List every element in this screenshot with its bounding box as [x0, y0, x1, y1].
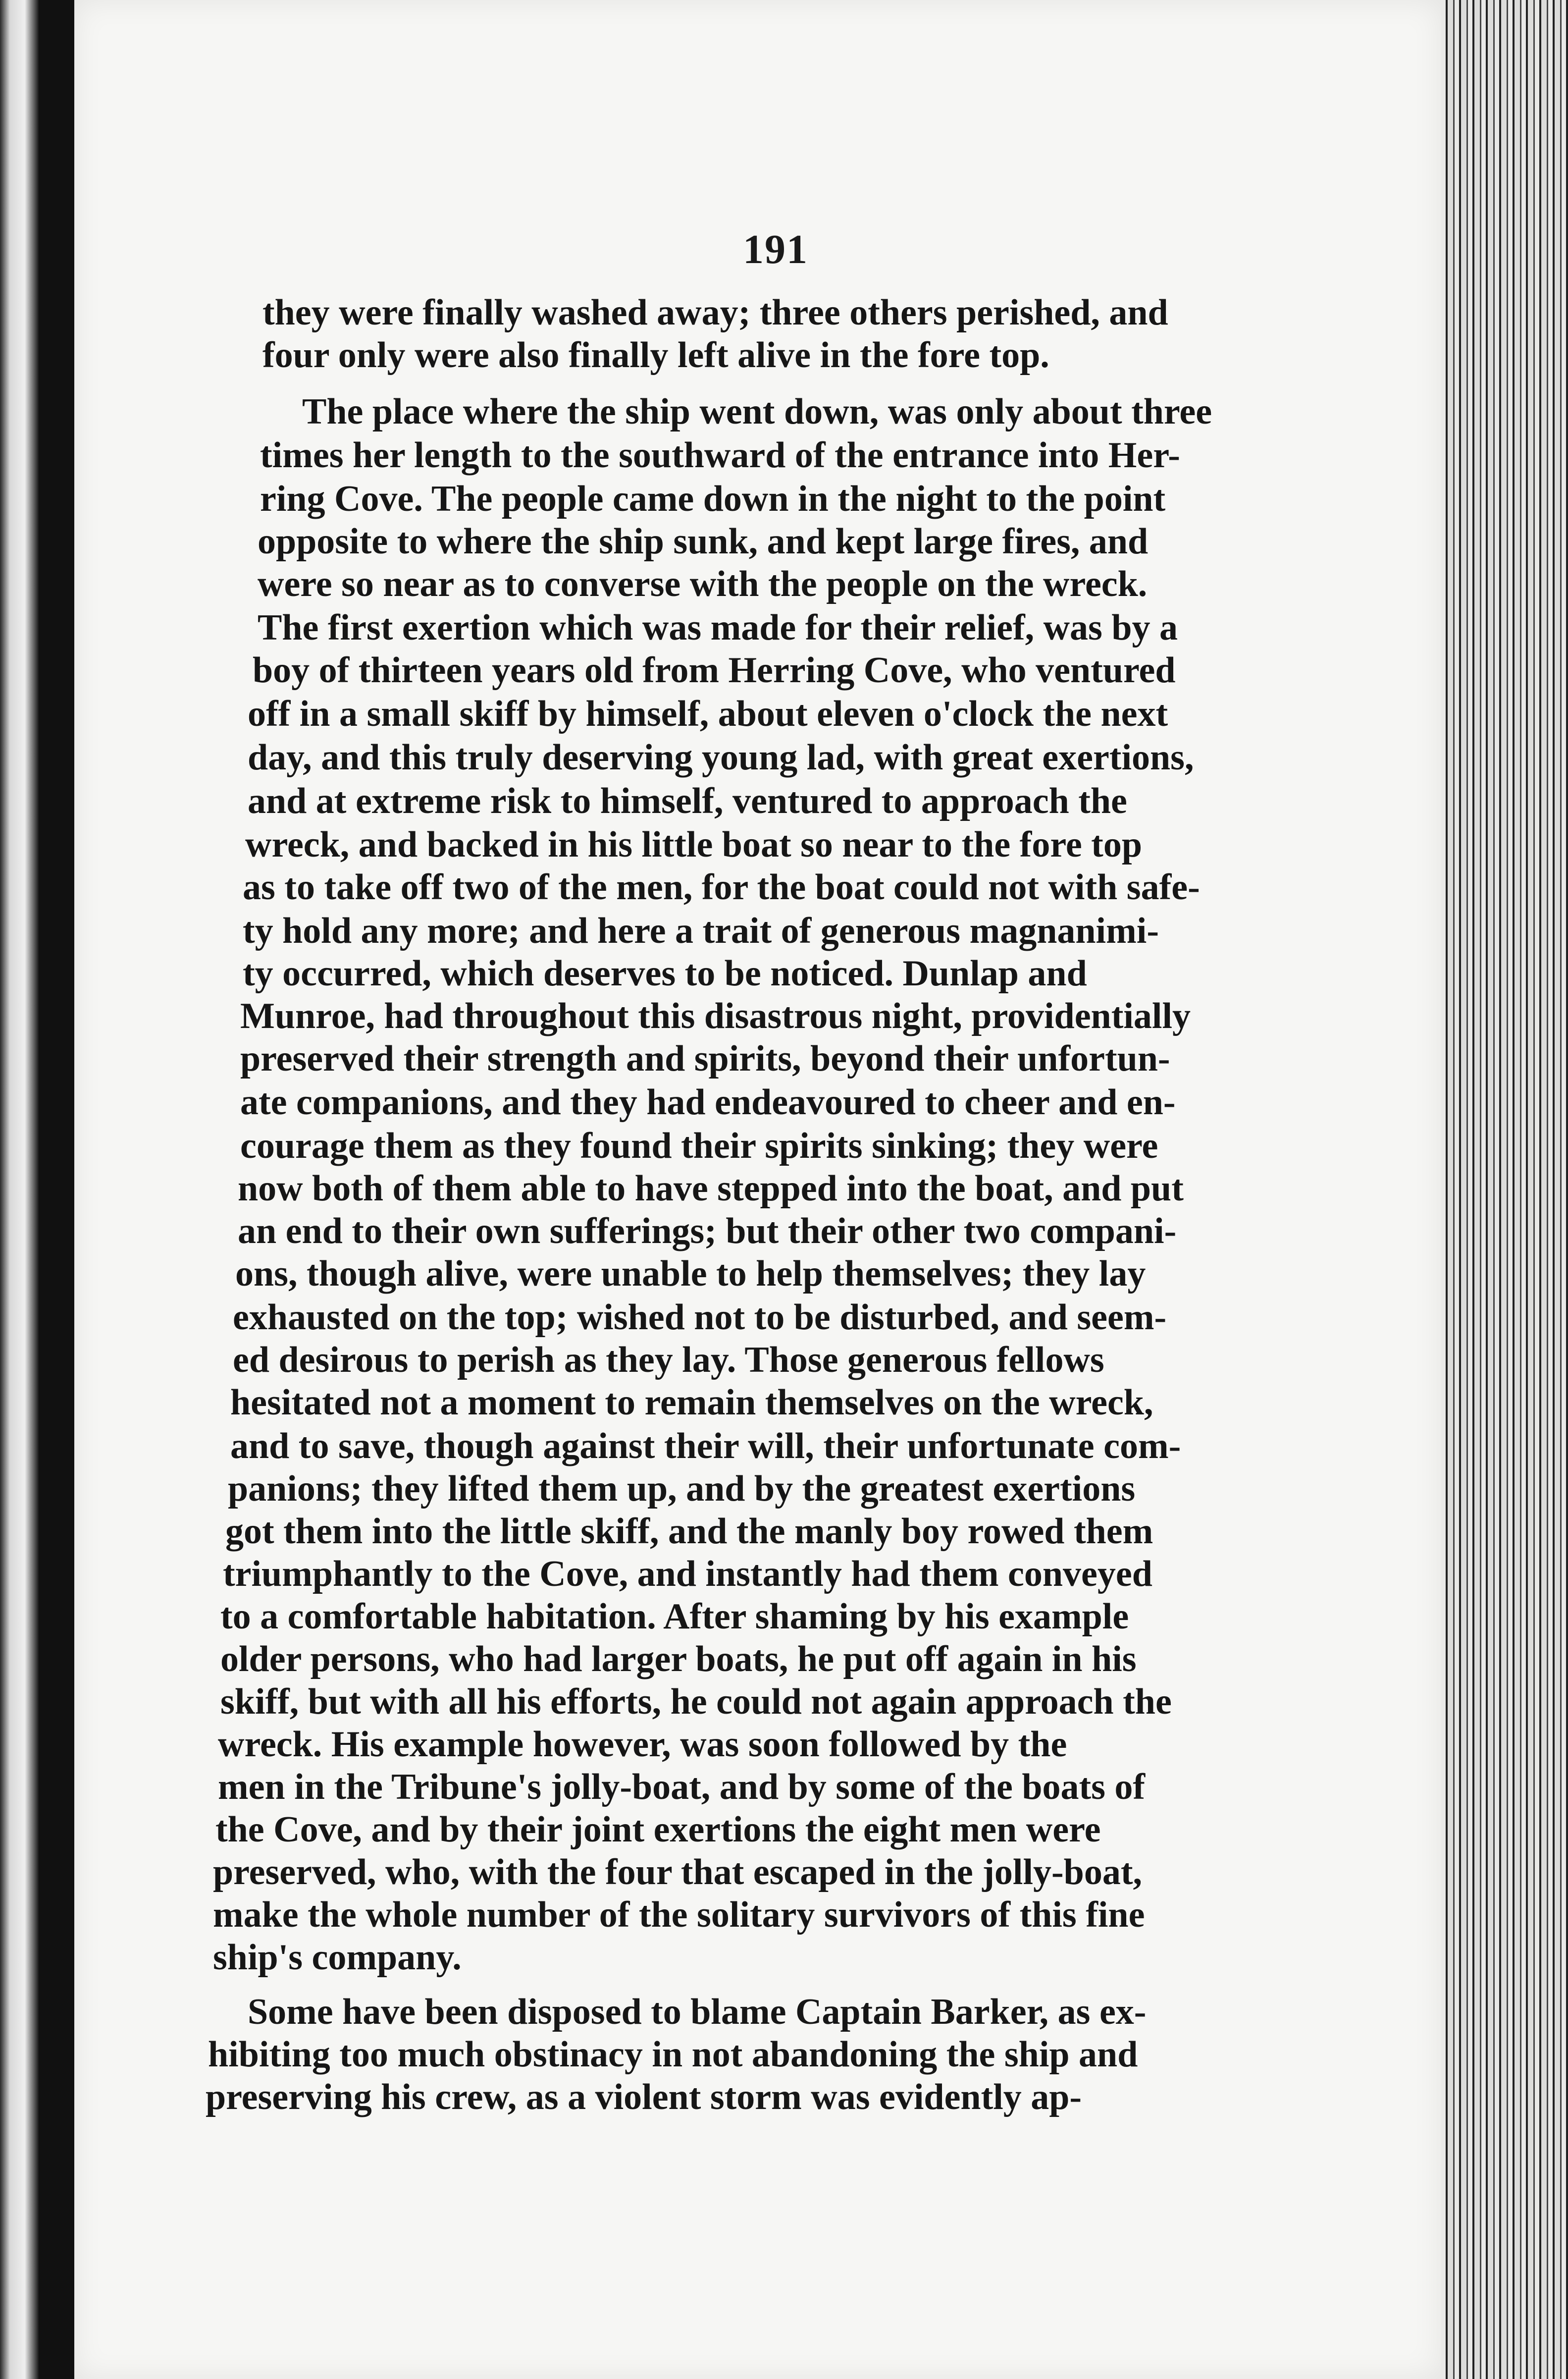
text-line: to a comfortable habitation. After shaming by his example [220, 1596, 1129, 1637]
text-line: The place where the ship went down, was only about three [302, 391, 1212, 432]
text-line: older persons, who had larger boats, he put off again in his [220, 1639, 1137, 1679]
text-line: an end to their own sufferings; but their other two compani- [238, 1211, 1177, 1251]
text-line: and to save, though against their will, their unfortunate com- [230, 1426, 1181, 1466]
text-line: ship's company. [213, 1937, 462, 1978]
text-line: exhausted on the top; wished not to be disturbed, and seem- [233, 1297, 1167, 1338]
facing-page-edge [0, 0, 39, 2379]
text-line: were so near as to converse with the people on the wreck. [258, 564, 1148, 604]
text-line: times her length to the southward of the entrance into Her- [260, 435, 1180, 476]
text-line: preserved, who, with the four that escaped in the jolly-boat, [213, 1852, 1142, 1892]
text-line: boy of thirteen years old from Herring Cove, who ventured [253, 650, 1176, 691]
text-line: ty hold any more; and here a trait of generous magnanimi- [243, 911, 1159, 951]
text-line: make the whole number of the solitary survivors of this fine [213, 1894, 1145, 1935]
text-line: ty occurred, which deserves to be noticed. Dunlap and [243, 953, 1087, 994]
text-line: preserving his crew, as a violent storm was evidently ap- [206, 2077, 1082, 2117]
text-line: The first exertion which was made for their relief, was by a [258, 607, 1178, 648]
text-line: ring Cove. The people came down in the night to the point [260, 479, 1166, 519]
text-line: ate companions, and they had endeavoured to cheer and en- [240, 1082, 1176, 1123]
text-line: wreck, and backed in his little boat so near to the fore top [245, 824, 1142, 865]
text-line: panions; they lifted them up, and by the greatest exertions [228, 1468, 1136, 1509]
text-line: wreck. His example however, was soon followed by the [218, 1724, 1067, 1765]
text-line: preserved their strength and spirits, beyond their unfortun- [240, 1038, 1170, 1079]
text-line: ons, though alive, were unable to help themselves; they lay [235, 1253, 1146, 1294]
text-line: Some have been disposed to blame Captain Barker, as ex- [248, 1992, 1147, 2032]
text-line: off in a small skiff by himself, about eleven o'clock the next [248, 694, 1168, 734]
text-line: day, and this truly deserving young lad, with great exertions, [248, 737, 1194, 778]
text-line: got them into the little skiff, and the manly boy rowed them [225, 1511, 1153, 1552]
text-line: hesitated not a moment to remain themselves on the wreck, [230, 1382, 1153, 1423]
text-line: and at extreme risk to himself, ventured to approach the [248, 781, 1127, 821]
text-line: four only were also finally left alive in the fore top. [262, 335, 1049, 376]
text-line: as to take off two of the men, for the boat could not with safe- [243, 867, 1200, 908]
text-line: the Cove, and by their joint exertions the eight men were [215, 1809, 1101, 1850]
page-stack-edge [1441, 0, 1568, 2379]
text-line: hibiting too much obstinacy in not abandoning the ship and [208, 2034, 1138, 2075]
text-line: skiff, but with all his efforts, he could not again approach the [220, 1681, 1172, 1722]
text-line: courage them as they found their spirits sinking; they were [240, 1126, 1158, 1166]
page-number: 191 [743, 226, 808, 272]
text-line: ed desirous to perish as they lay. Those generous fellows [233, 1340, 1104, 1380]
text-line: they were finally washed away; three others perished, and [262, 292, 1168, 333]
text-line: Munroe, had throughout this disastrous night, providentially [240, 996, 1191, 1036]
text-line: triumphantly to the Cove, and instantly had them conveyed [223, 1554, 1152, 1594]
text-line: men in the Tribune's jolly-boat, and by some of the boats of [218, 1767, 1146, 1807]
text-line: opposite to where the ship sunk, and kept large fires, and [258, 521, 1149, 562]
text-line: now both of them able to have stepped into the boat, and put [238, 1168, 1184, 1209]
